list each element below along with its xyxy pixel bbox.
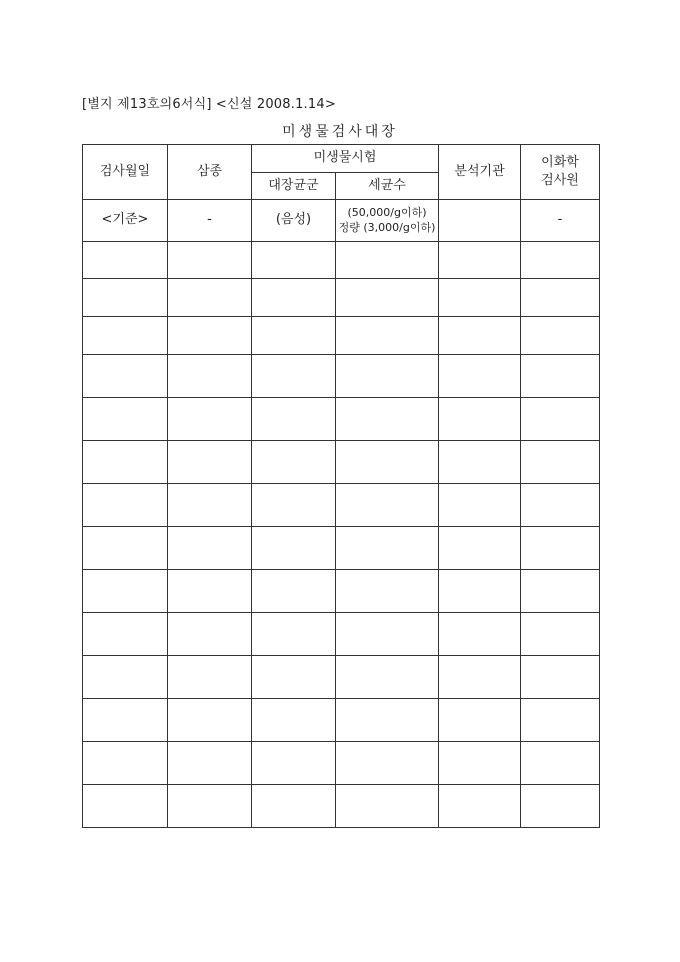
table-cell[interactable]	[521, 527, 600, 570]
table-cell[interactable]	[168, 742, 252, 785]
table-cell[interactable]	[83, 656, 168, 699]
table-cell[interactable]	[83, 484, 168, 527]
table-cell[interactable]	[439, 355, 521, 398]
table-cell[interactable]	[336, 699, 439, 742]
header-inspection-date: 검사월일	[83, 145, 168, 200]
table-cell[interactable]	[439, 570, 521, 613]
table-cell[interactable]	[439, 613, 521, 656]
header-coliform: 대장균군	[252, 173, 336, 200]
table-cell[interactable]	[336, 527, 439, 570]
table-cell[interactable]	[439, 656, 521, 699]
table-cell[interactable]	[439, 742, 521, 785]
table-cell[interactable]	[252, 242, 336, 279]
table-cell[interactable]	[252, 317, 336, 355]
table-cell[interactable]	[521, 699, 600, 742]
table-cell[interactable]	[336, 355, 439, 398]
table-cell[interactable]	[83, 785, 168, 828]
table-row	[83, 317, 600, 355]
table-cell[interactable]	[439, 398, 521, 441]
table-cell[interactable]	[439, 317, 521, 355]
table-cell[interactable]	[521, 570, 600, 613]
table-cell[interactable]	[336, 570, 439, 613]
table-cell[interactable]	[168, 484, 252, 527]
header-microbe-test: 미생물시험	[252, 145, 439, 173]
header-sample-type: 삼종	[168, 145, 252, 200]
table-cell[interactable]	[252, 785, 336, 828]
table-cell[interactable]	[521, 317, 600, 355]
table-cell[interactable]	[168, 699, 252, 742]
table-cell[interactable]	[336, 484, 439, 527]
table-cell[interactable]	[83, 441, 168, 484]
standard-chem: -	[521, 200, 600, 242]
page-title: 미생물검사대장	[282, 124, 398, 140]
table-cell[interactable]	[252, 398, 336, 441]
table-cell[interactable]	[521, 484, 600, 527]
table-cell[interactable]	[83, 355, 168, 398]
table-row	[83, 527, 600, 570]
table-cell[interactable]	[83, 570, 168, 613]
table-cell[interactable]	[521, 613, 600, 656]
table-row	[83, 785, 600, 828]
header-chem-line1: 이화학	[541, 154, 579, 170]
table-cell[interactable]	[336, 785, 439, 828]
table-cell[interactable]	[336, 398, 439, 441]
table-cell[interactable]	[521, 656, 600, 699]
table-cell[interactable]	[252, 613, 336, 656]
table-cell[interactable]	[521, 742, 600, 785]
header-chem-line2: 검사원	[541, 173, 579, 188]
table-cell[interactable]	[168, 317, 252, 355]
table-row	[83, 699, 600, 742]
table-cell[interactable]	[439, 484, 521, 527]
table-cell[interactable]	[252, 742, 336, 785]
table-cell[interactable]	[439, 699, 521, 742]
header-bacteria-count: 세균수	[336, 173, 439, 200]
table-cell[interactable]	[83, 613, 168, 656]
table-cell[interactable]	[521, 398, 600, 441]
standard-bacteria-line2: 정량 (3,000/g이하)	[338, 220, 436, 234]
table-row	[83, 355, 600, 398]
table-cell[interactable]	[521, 785, 600, 828]
table-cell[interactable]	[439, 527, 521, 570]
table-cell[interactable]	[439, 785, 521, 828]
header-lab: 분석기관	[439, 145, 521, 200]
table-row	[83, 242, 600, 279]
table-cell[interactable]	[252, 279, 336, 317]
table-row	[83, 441, 600, 484]
inspection-register-table	[82, 144, 600, 828]
table-cell[interactable]	[336, 656, 439, 699]
table-cell[interactable]	[83, 242, 168, 279]
table-cell[interactable]	[336, 242, 439, 279]
table-cell[interactable]	[521, 279, 600, 317]
table-cell[interactable]	[168, 355, 252, 398]
table-cell[interactable]	[168, 570, 252, 613]
table-cell[interactable]	[336, 317, 439, 355]
table-cell[interactable]	[252, 656, 336, 699]
table-cell[interactable]	[168, 398, 252, 441]
table-cell[interactable]	[168, 279, 252, 317]
table-cell[interactable]	[252, 441, 336, 484]
table-cell[interactable]	[83, 527, 168, 570]
table-cell[interactable]	[83, 317, 168, 355]
header-chem-inspector	[521, 145, 600, 200]
table-cell[interactable]	[252, 699, 336, 742]
table-cell[interactable]	[521, 355, 600, 398]
table-row	[83, 484, 600, 527]
header-row-1	[83, 145, 600, 173]
table-cell[interactable]	[168, 613, 252, 656]
table-cell[interactable]	[521, 242, 600, 279]
table-cell[interactable]	[168, 242, 252, 279]
table-cell[interactable]	[83, 279, 168, 317]
standard-coliform: (음성)	[252, 200, 336, 242]
table-row	[83, 570, 600, 613]
table-cell[interactable]	[521, 441, 600, 484]
table-row	[83, 656, 600, 699]
table-cell[interactable]	[83, 398, 168, 441]
table-row	[83, 279, 600, 317]
table-cell[interactable]	[83, 699, 168, 742]
standard-row	[83, 200, 600, 242]
standard-lab	[439, 200, 521, 242]
table-cell[interactable]	[168, 785, 252, 828]
table-row	[83, 613, 600, 656]
standard-sample: -	[168, 200, 252, 242]
table-cell[interactable]	[336, 742, 439, 785]
table-cell[interactable]	[439, 242, 521, 279]
standard-bacteria-line1: (50,000/g이하)	[347, 206, 427, 220]
standard-date: <기준>	[83, 200, 168, 242]
table-cell[interactable]	[336, 441, 439, 484]
table-cell[interactable]	[83, 742, 168, 785]
table-cell[interactable]	[168, 656, 252, 699]
table-cell[interactable]	[252, 570, 336, 613]
table-cell[interactable]	[336, 279, 439, 317]
table-cell[interactable]	[336, 613, 439, 656]
table-cell[interactable]	[439, 279, 521, 317]
table-cell[interactable]	[252, 484, 336, 527]
table-cell[interactable]	[252, 527, 336, 570]
table-row	[83, 398, 600, 441]
table-row	[83, 742, 600, 785]
table-cell[interactable]	[439, 441, 521, 484]
table-cell[interactable]	[168, 527, 252, 570]
table-cell[interactable]	[168, 441, 252, 484]
standard-bacteria	[336, 200, 439, 242]
table-cell[interactable]	[252, 355, 336, 398]
form-reference: [별지 제13호의6서식] <신설 2008.1.14>	[82, 97, 336, 112]
